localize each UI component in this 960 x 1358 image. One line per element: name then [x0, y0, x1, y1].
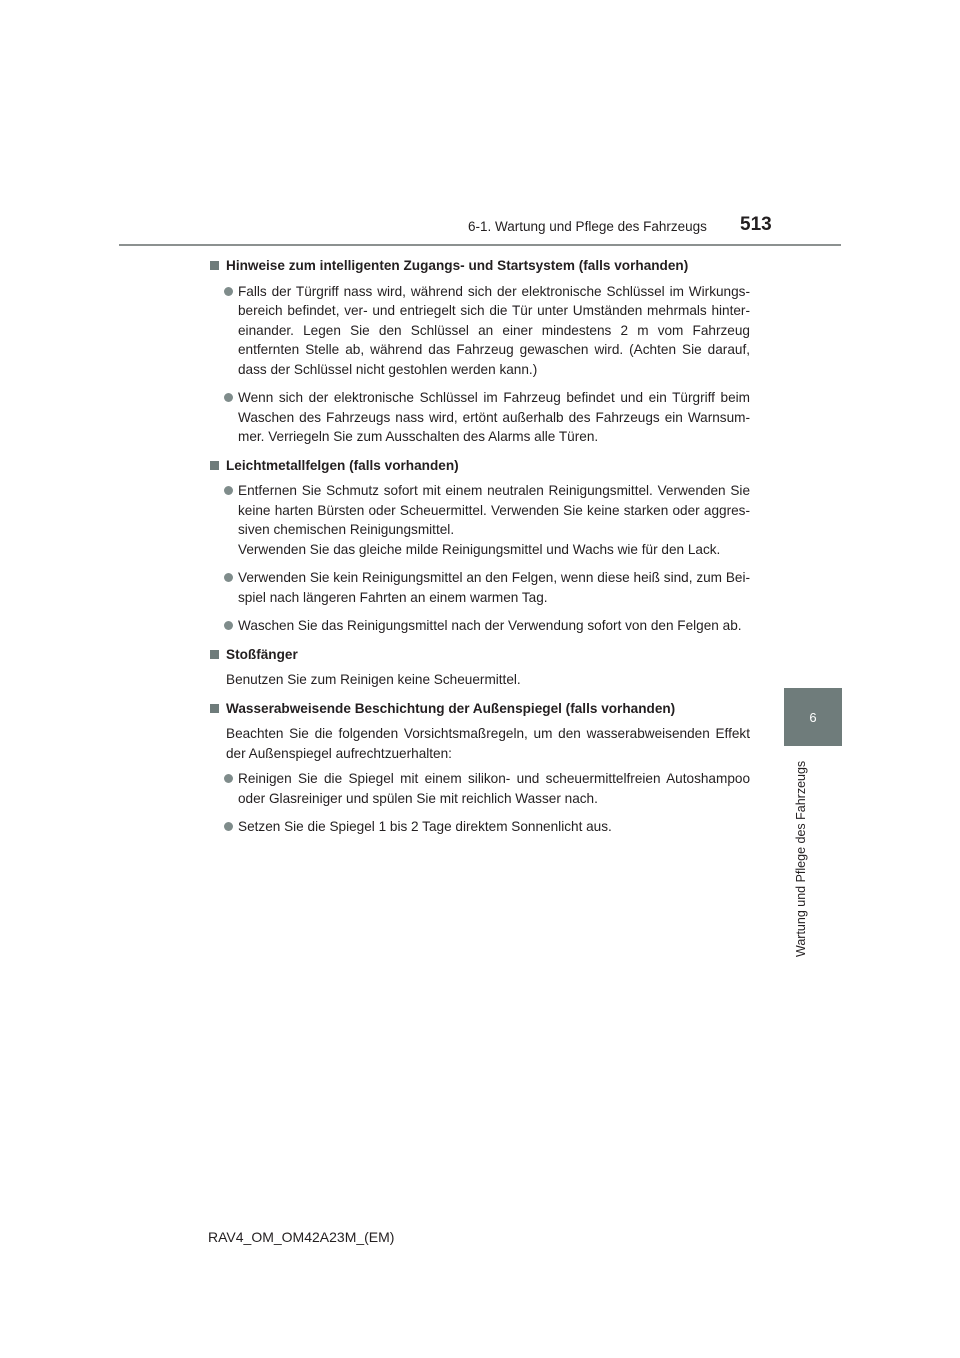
circle-bullet-icon [224, 621, 233, 630]
square-bullet-icon [210, 461, 219, 470]
bullet-text: Setzen Sie die Spiegel 1 bis 2 Tage direktem Sonnenlicht aus. [238, 819, 612, 834]
square-bullet-icon [210, 261, 219, 270]
circle-bullet-icon [224, 287, 233, 296]
chapter-number: 6 [809, 709, 817, 725]
bullet-text: Reinigen Sie die Spiegel mit einem silikon- und scheuermittelfreien Autoshampoo oder Glasreiniger und spülen Sie mit reichlich Wasser nach. [238, 771, 750, 806]
chapter-side-label [792, 756, 810, 961]
section-smart-key [210, 256, 750, 447]
section-bumpers [210, 645, 750, 690]
bullet-text: Wenn sich der elektronische Schlüssel im Fahrzeug befindet und ein Türgriff beim Waschen des Fahrzeugs nass wird, ertönt außerhalb des Fahrzeugs ein Warnsum-mer. Verriegeln Sie zum Ausschalten des Alarms alle Türen. [238, 390, 750, 444]
paragraph: Benutzen Sie zum Reinigen keine Scheuermittel. [226, 672, 521, 687]
footer-document-code: RAV4_OM_OM42A23M_(EM) [208, 1229, 395, 1245]
bullet-item [210, 481, 750, 559]
section-heading [210, 645, 750, 665]
section-alloy-wheels [210, 456, 750, 636]
bullet-item [210, 769, 750, 808]
section-mirror-coating [210, 699, 750, 837]
circle-bullet-icon [224, 393, 233, 402]
circle-bullet-icon [224, 822, 233, 831]
content [210, 256, 750, 846]
bullet-text: Falls der Türgriff nass wird, während sich der elektronische Schlüssel im Wirkungs-bereich befindet, ver- und entriegelt sich die Tür unter Umständen mehrmals hinter-einander. Legen Sie den Schlüssel an einer mindestens 2 m vom Fahrzeug entfernten Stelle ab, während das Fahrzeug gewaschen wird. (Achten Sie darauf, dass der Schlüssel nicht gestohlen werden kann.) [238, 283, 750, 377]
section-heading [210, 456, 750, 476]
page-number: 513 [740, 214, 772, 235]
section-heading-text: Hinweise zum intelligenten Zugangs- und Startsystem (falls vorhanden) [226, 258, 689, 273]
bullet-item [210, 616, 750, 636]
chapter-tab [784, 688, 842, 746]
section-heading-text: Leichtmetallfelgen (falls vorhanden) [226, 457, 459, 473]
paragraph: Beachten Sie die folgenden Vorsichtsmaßregeln, um den wasserabweisenden Effekt der Außenspiegel aufrechtzuerhalten: [226, 726, 750, 761]
square-bullet-icon [210, 650, 219, 659]
bullet-text: Entfernen Sie Schmutz sofort mit einem neutralen Reinigungsmittel. Verwenden Sie keine harten Bürsten oder Scheuermittel. Verwenden Sie keine starken oder aggres-siven chemischen Reinigungsmittel. [238, 483, 750, 537]
section-heading-text: Wasserabweisende Beschichtung der Außenspiegel (falls vorhanden) [226, 700, 676, 716]
bullet-text: Waschen Sie das Reinigungsmittel nach der Verwendung sofort von den Felgen ab. [238, 618, 742, 633]
circle-bullet-icon [224, 573, 233, 582]
bullet-text: Verwenden Sie kein Reinigungsmittel an den Felgen, wenn diese heiß sind, zum Bei-spiel nach längeren Fahrten an einem warmen Tag. [238, 570, 750, 605]
bullet-item [210, 388, 750, 447]
section-heading [210, 256, 750, 276]
circle-bullet-icon [224, 774, 233, 783]
chapter-label-text: Wartung und Pflege des Fahrzeugs [794, 760, 808, 957]
section-heading-text: Stoßfänger [226, 646, 298, 662]
header-section-title: 6-1. Wartung und Pflege des Fahrzeugs [468, 219, 707, 234]
bullet-text: Verwenden Sie das gleiche milde Reinigungsmittel und Wachs wie für den Lack. [238, 541, 721, 557]
circle-bullet-icon [224, 486, 233, 495]
bullet-item [210, 568, 750, 607]
bullet-item [210, 282, 750, 380]
section-heading [210, 699, 750, 719]
bullet-item [210, 817, 750, 837]
header-rule [119, 244, 841, 246]
square-bullet-icon [210, 704, 219, 713]
